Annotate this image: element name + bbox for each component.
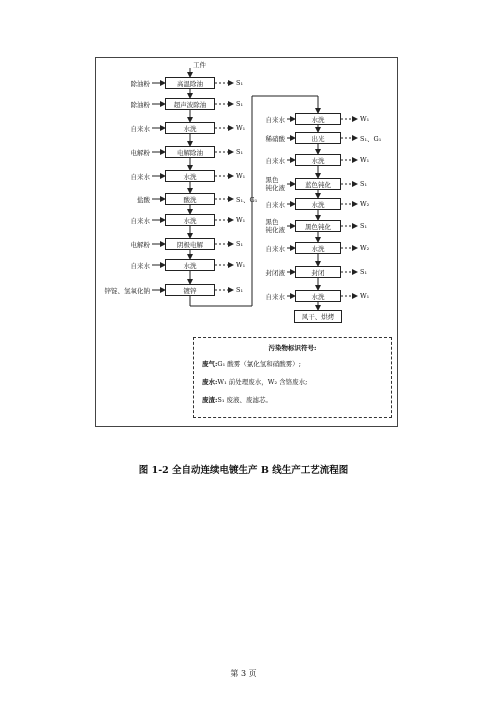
- pollutant-output: S₁、G₁: [360, 135, 382, 143]
- pollutant-output: S₁: [236, 148, 244, 156]
- reagent-label: 自来水: [130, 173, 150, 181]
- legend-row-solid: 废渣:S₁ 废液、废滤芯。: [202, 396, 273, 404]
- process-box: 黑色钝化: [295, 220, 341, 232]
- reagent-label: 除油粉: [130, 80, 150, 88]
- reagent-label: 除油粉: [130, 101, 150, 109]
- reagent-label: 黑色 钝化液: [265, 176, 285, 192]
- reagent-label: 锌锭、氢氧化钠: [104, 287, 150, 295]
- reagent-label: 盐酸: [137, 196, 150, 204]
- process-box: 镀锌: [165, 284, 215, 296]
- process-box: 水洗: [165, 122, 215, 134]
- process-box: 水洗: [295, 290, 341, 302]
- pollutant-output: W₁: [236, 124, 246, 132]
- reagent-label: 封闭液: [265, 269, 285, 277]
- figure-caption: 图 1-2 全自动连续电镀生产 B 线生产工艺流程图: [138, 465, 349, 476]
- process-box: 水洗: [295, 113, 341, 125]
- reagent-label: 自来水: [130, 262, 150, 270]
- reagent-label: 自来水: [265, 157, 285, 165]
- workpiece-label: 工件: [193, 61, 206, 69]
- reagent-label: 电解粉: [130, 149, 150, 157]
- legend-row-water: 废水:W₁ 前处理废水，W₂ 含铬废水;: [202, 378, 308, 386]
- reagent-label: 自来水: [265, 293, 285, 301]
- process-box: 阴极电解: [165, 238, 215, 250]
- reagent-label: 自来水: [265, 245, 285, 253]
- reagent-label: 自来水: [265, 116, 285, 124]
- pollutant-output: S₁: [360, 180, 368, 188]
- pollutant-output: S₁、G₁: [236, 196, 258, 204]
- pollutant-output: S₁: [360, 268, 368, 276]
- reagent-label: 稀硝酸: [265, 135, 285, 143]
- page-number: 第 3 页: [230, 669, 257, 678]
- process-box: 蓝色钝化: [295, 178, 341, 190]
- pollutant-output: W₁: [360, 115, 370, 123]
- reagent-label: 电解粉: [130, 241, 150, 249]
- pollutant-output: W₁: [236, 216, 246, 224]
- process-box: 出光: [295, 132, 341, 144]
- pollutant-output: W₁: [360, 156, 370, 164]
- pollutant-output: W₁: [236, 172, 246, 180]
- reagent-label: 自来水: [130, 217, 150, 225]
- process-box: 酸洗: [165, 193, 215, 205]
- process-box: 水洗: [165, 170, 215, 182]
- process-box: 超声波除油: [165, 98, 215, 110]
- pollutant-output: W₂: [360, 244, 370, 252]
- pollutant-output: S₁: [360, 222, 368, 230]
- process-box: 水洗: [295, 154, 341, 166]
- pollutant-output: W₁: [360, 292, 370, 300]
- process-box: 水洗: [295, 242, 341, 254]
- reagent-label: 自来水: [130, 125, 150, 133]
- legend-row-gas: 废气:G₁ 酸雾（氯化氢和硝酸雾）;: [202, 360, 301, 368]
- process-box: 高温除油: [165, 77, 215, 89]
- process-box: 封闭: [295, 266, 341, 278]
- process-box: 水洗: [165, 214, 215, 226]
- legend-title: 污染物标识符号:: [268, 344, 317, 352]
- pollutant-output: S₁: [236, 240, 244, 248]
- reagent-label: 自来水: [265, 201, 285, 209]
- final-process-box: 风干、烘烤: [294, 310, 342, 323]
- reagent-label: 黑色 钝化液: [265, 218, 285, 234]
- process-box: 水洗: [165, 259, 215, 271]
- pollutant-output: S₁: [236, 100, 244, 108]
- pollutant-output: S₁: [236, 79, 244, 87]
- pollutant-output: W₂: [360, 200, 370, 208]
- pollutant-legend: [193, 337, 392, 418]
- pollutant-output: W₁: [236, 261, 246, 269]
- process-box: 水洗: [295, 198, 341, 210]
- process-box: 电解除油: [165, 146, 215, 158]
- pollutant-output: S₁: [236, 286, 244, 294]
